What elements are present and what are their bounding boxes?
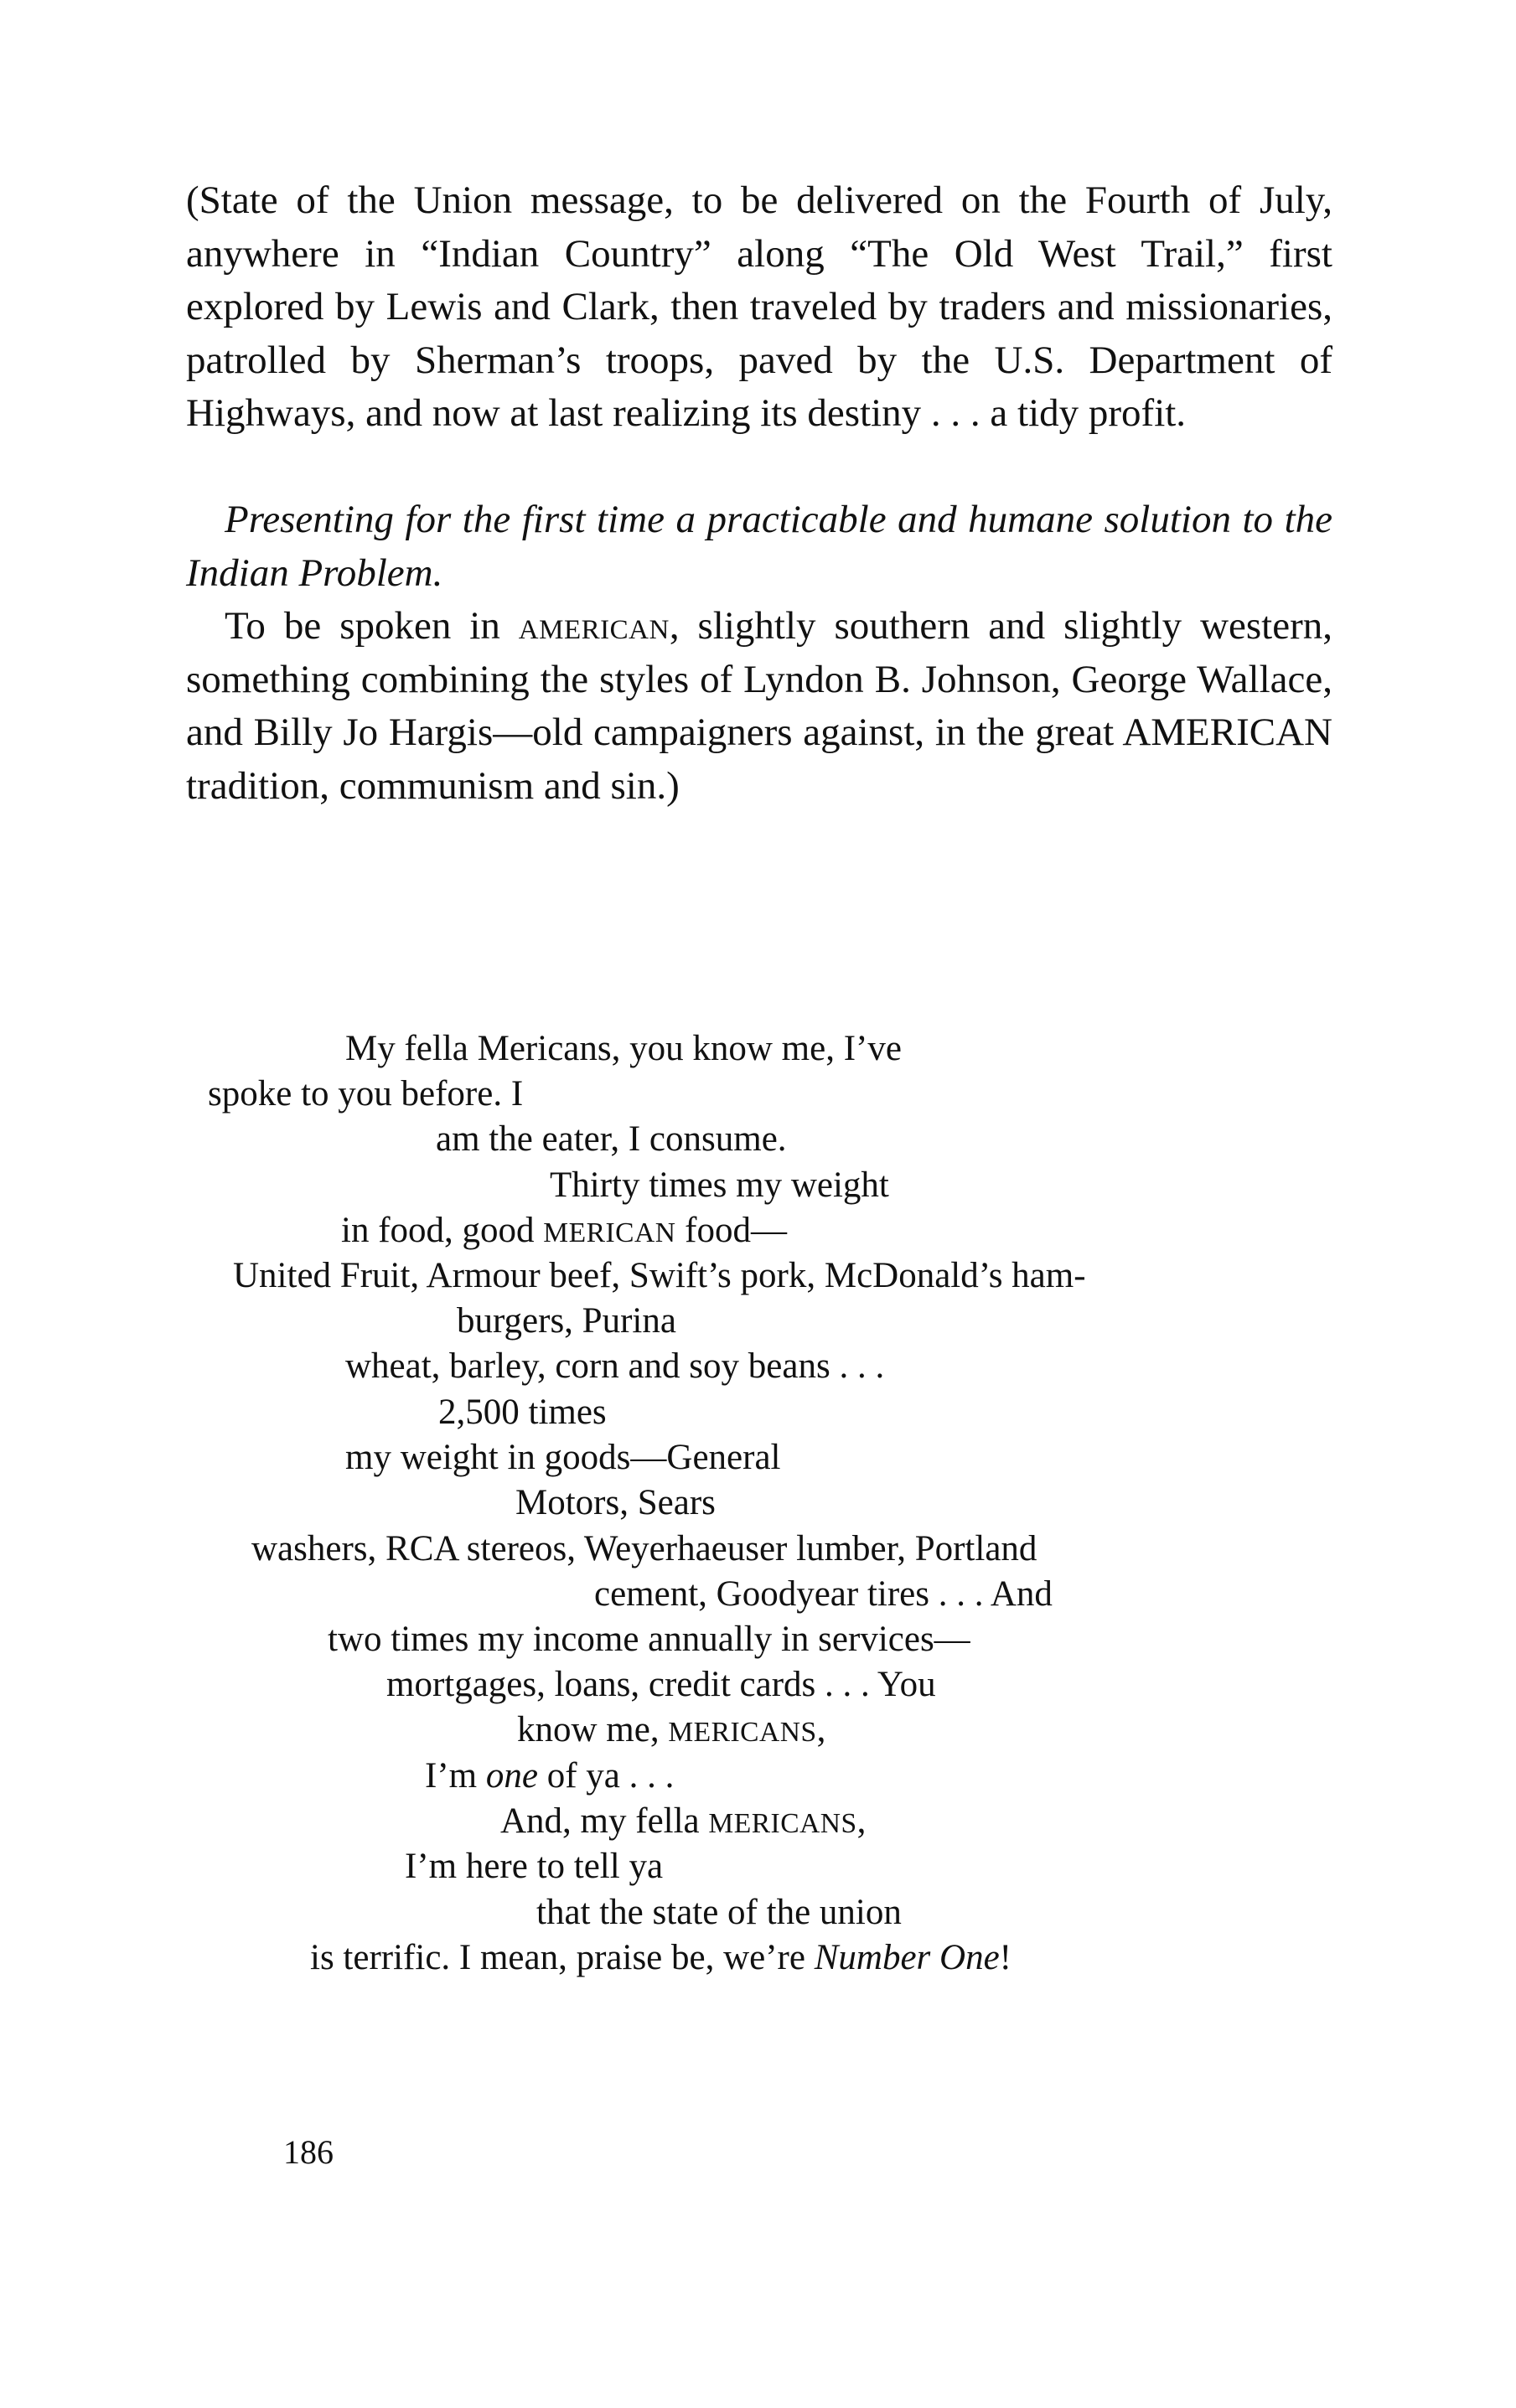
- poem-line: in food, good MERICAN food—: [341, 1211, 787, 1250]
- delivery-paragraph: [186, 600, 1332, 813]
- poem-line: wheat, barley, corn and soy beans . . .: [345, 1346, 885, 1386]
- delivery-smallcaps: american: [518, 604, 670, 648]
- delivery-text-part2: , slightly southern and slightly western, something combining the styles of Lyndon B. Johnson, George Wallace, and Billy Jo Hargis—old campaigners against, in the great AMERICAN tradition, communism and sin.): [186, 604, 1332, 808]
- poem-line: burgers, Purina: [457, 1301, 676, 1341]
- poem-line: My fella Mericans, you know me, I’ve: [345, 1029, 902, 1068]
- poem-line: spoke to you before. I: [208, 1074, 524, 1114]
- poem-line: Thirty times my weight: [550, 1165, 889, 1205]
- poem-line: 2,500 times: [438, 1393, 607, 1432]
- poem-line: mortgages, loans, credit cards . . . You: [386, 1665, 936, 1704]
- poem-line: two times my income annually in services—: [328, 1620, 970, 1659]
- poem-line: I’m one of ya . . .: [425, 1756, 675, 1796]
- poem-line: that the state of the union: [536, 1893, 902, 1932]
- poem-line: cement, Goodyear tires . . . And: [594, 1574, 1053, 1614]
- intro-paragraph: [186, 174, 1332, 441]
- poem-line: Motors, Sears: [515, 1483, 716, 1522]
- intro-text: (State of the Union message, to be delivered on the Fourth of July, anywhere in “Indian Country” along “The Old West Trail,” first explored by Lewis and Clark, then traveled by traders and missionaries, patrolled by Sherman’s troops, paved by the U.S. Department of Highways, and now at last realizing its destiny . . . a tidy profit.: [186, 178, 1332, 435]
- italic-text: Presenting for the first time a practicable and humane solution to the Indian Problem.: [186, 498, 1332, 595]
- poem-line: I’m here to tell ya: [405, 1847, 664, 1886]
- poem-line: know me, MERICANS,: [517, 1710, 826, 1749]
- poem-line: am the eater, I consume.: [436, 1119, 787, 1159]
- poem-line: And, my fella MERICANS,: [500, 1801, 867, 1841]
- poem-line: my weight in goods—General: [345, 1438, 781, 1477]
- italic-paragraph: [186, 493, 1332, 600]
- poem-line: washers, RCA stereos, Weyerhaeuser lumber, Portland: [251, 1529, 1037, 1568]
- delivery-text-part1: To be spoken in: [225, 604, 519, 648]
- poem-line: is terrific. I mean, praise be, we’re Number One!: [310, 1938, 1012, 1977]
- poem-line: United Fruit, Armour beef, Swift’s pork, McDonald’s ham-: [233, 1256, 1086, 1295]
- page-number: 186: [283, 2133, 334, 2171]
